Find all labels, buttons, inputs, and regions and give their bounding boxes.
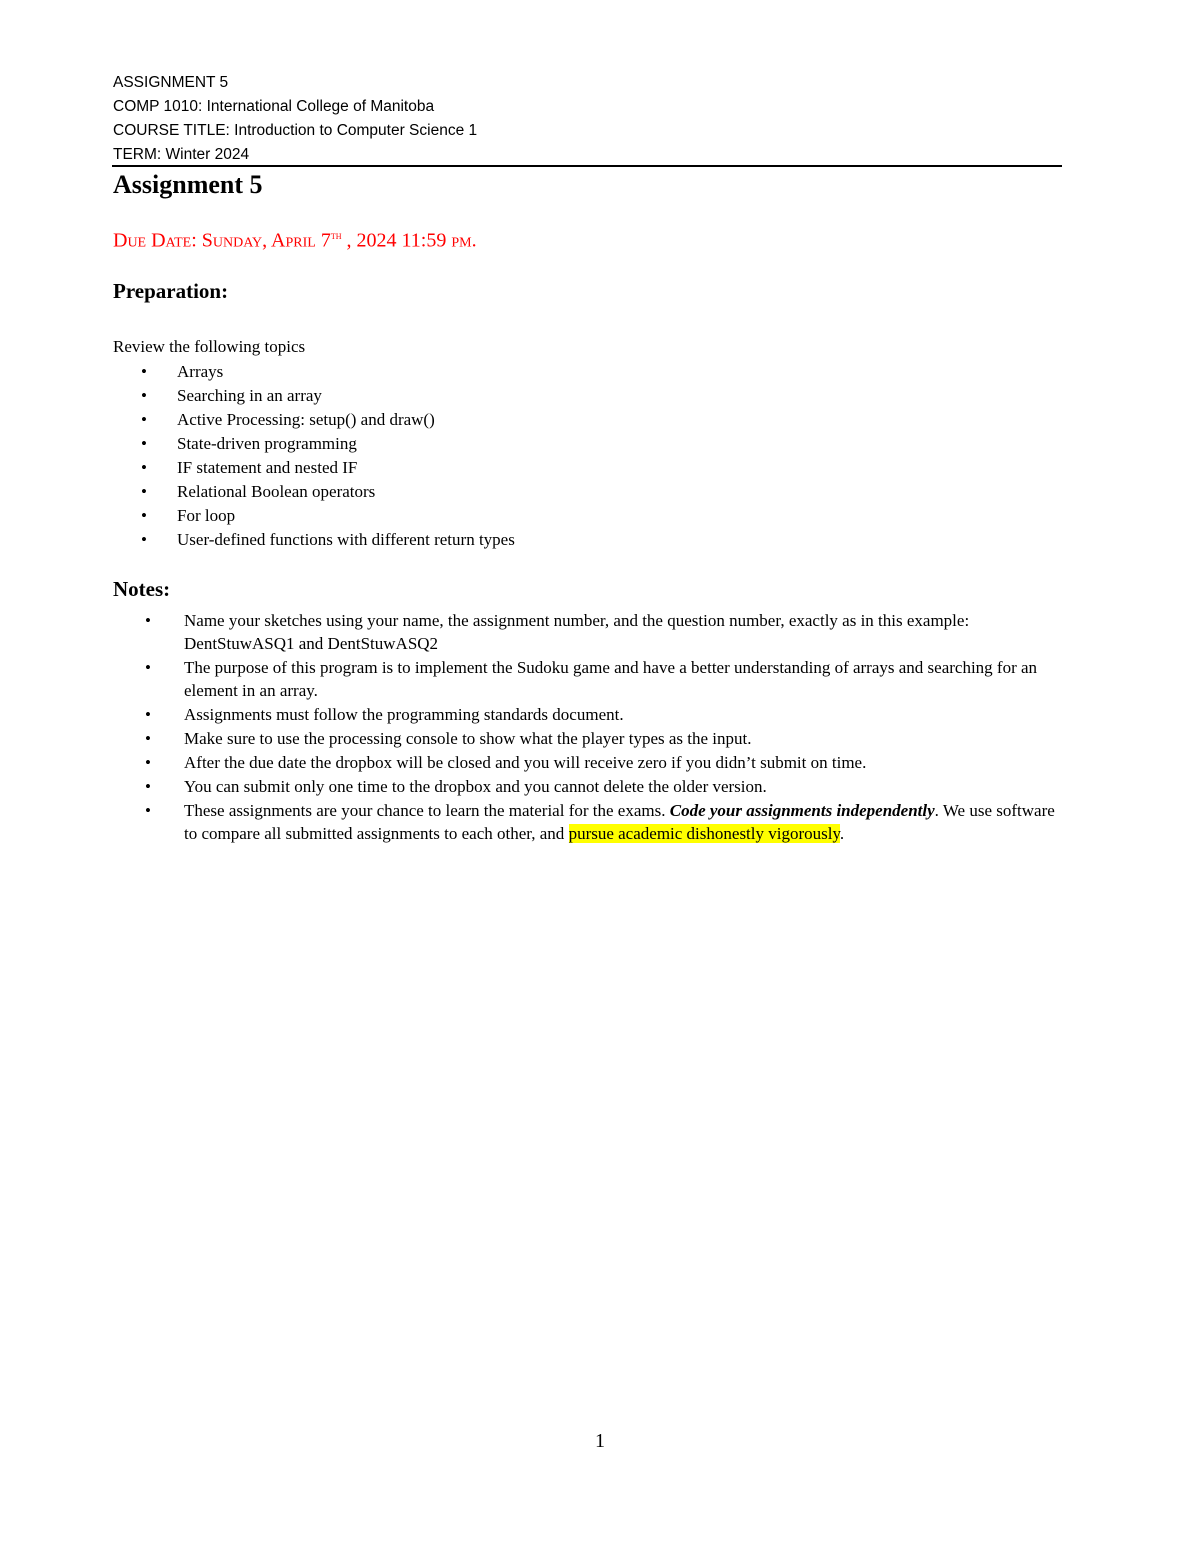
header-divider [112, 165, 1062, 167]
topic-text: Searching in an array [177, 386, 322, 405]
notes-heading: Notes: [113, 577, 171, 601]
preparation-heading: Preparation: [113, 279, 229, 303]
list-item [0, 656, 1064, 702]
list-item [0, 799, 1064, 845]
note-text: . [839, 824, 845, 843]
list-item [0, 751, 1064, 774]
due-date-pm: pm. [451, 229, 477, 252]
header-course: COMP 1010: International College of Manitoba [113, 98, 435, 115]
page-number: 1 [595, 1430, 605, 1452]
note-text: . We use software to compare all submitted assignments to each other, and [184, 801, 1055, 843]
bullet-icon: • [141, 410, 147, 429]
list-item [0, 703, 1064, 726]
topic-text: User-defined functions with different return types [177, 530, 515, 549]
note-text: These assignments are your chance to learn the material for the exams. [184, 801, 670, 820]
topic-text: Relational Boolean operators [177, 482, 376, 501]
course-header [113, 71, 477, 167]
header-assignment: ASSIGNMENT 5 [113, 74, 229, 91]
list-item [0, 727, 1064, 750]
list-item [0, 360, 515, 384]
note-highlight: pursue academic dishonestly vigorously [568, 824, 840, 843]
note-text: Name your sketches using your name, the assignment number, and the question number, exactly as in this example: DentStuwASQ1 and DentStuwASQ2 [184, 611, 970, 653]
bullet-icon: • [141, 362, 147, 381]
bullet-icon: • [141, 458, 147, 477]
header-term: TERM: Winter 2024 [113, 146, 250, 163]
due-date-label: Due Date: Sunday, April 7 [113, 229, 331, 252]
notes-list [0, 609, 1080, 846]
due-date [113, 228, 477, 253]
topic-text: Arrays [177, 362, 224, 381]
topic-text: Active Processing: setup() and draw() [177, 410, 435, 429]
topics-list [0, 360, 515, 552]
topic-text: IF statement and nested IF [177, 458, 358, 477]
note-emphasis: Code your assignments independently [669, 801, 935, 820]
due-date-suffix: th [330, 228, 342, 242]
header-course-title: COURSE TITLE: Introduction to Computer Science 1 [113, 122, 478, 139]
list-item [0, 528, 515, 552]
bullet-icon: • [145, 753, 151, 772]
bullet-icon: • [145, 658, 151, 677]
bullet-icon: • [141, 482, 147, 501]
list-item [0, 384, 515, 408]
bullet-icon: • [145, 729, 151, 748]
list-item [0, 432, 515, 456]
list-item [0, 456, 515, 480]
bullet-icon: • [141, 506, 147, 525]
note-text: Make sure to use the processing console to show what the player types as the input. [184, 729, 752, 748]
bullet-icon: • [145, 777, 151, 796]
due-date-time: , 2024 11:59 [341, 229, 452, 252]
note-text: Assignments must follow the programming standards document. [184, 705, 624, 724]
bullet-icon: • [145, 801, 151, 820]
bullet-icon: • [141, 386, 147, 405]
list-item [0, 775, 1064, 798]
bullet-icon: • [145, 705, 151, 724]
bullet-icon: • [145, 611, 151, 630]
list-item [0, 609, 1064, 655]
bullet-icon: • [141, 530, 147, 549]
list-item [0, 504, 515, 528]
note-text: The purpose of this program is to implement the Sudoku game and have a better understanding of arrays and searching for an element in an array. [184, 658, 1038, 700]
topic-text: For loop [177, 506, 236, 525]
preparation-intro: Review the following topics [113, 337, 306, 356]
note-text: After the due date the dropbox will be closed and you will receive zero if you didn’t submit on time. [184, 753, 867, 772]
page-title: Assignment 5 [113, 170, 263, 199]
bullet-icon: • [141, 434, 147, 453]
list-item [0, 408, 515, 432]
list-item [0, 480, 515, 504]
topic-text: State-driven programming [177, 434, 357, 453]
note-text: You can submit only one time to the dropbox and you cannot delete the older version. [184, 777, 767, 796]
